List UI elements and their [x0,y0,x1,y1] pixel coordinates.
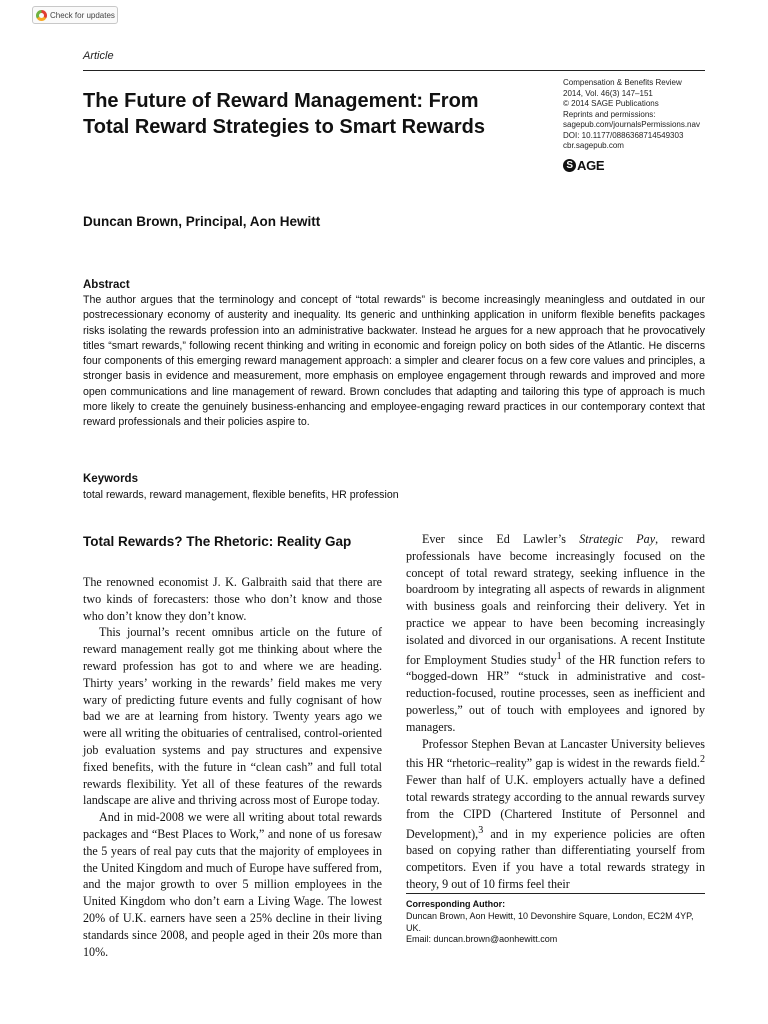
check-for-updates-button[interactable] [32,6,118,24]
section-heading: Total Rewards? The Rhetoric: Reality Gap [83,534,352,549]
journal-info [563,78,733,152]
journal-permissions-link[interactable]: sagepub.com/journalsPermissions.nav [563,120,700,129]
header-divider [83,70,705,71]
corresponding-author-heading: Corresponding Author: [406,899,506,909]
footnote-ref[interactable]: 3 [478,824,484,836]
sage-s-mark-icon: S [563,159,576,172]
body-paragraph: The renowned economist J. K. Galbraith said that there are two kinds of forecasters: those who don’t know and those who don’t know they don’t know. [83,575,382,623]
text-run: , reward professionals have become increasingly focused on the concept of total reward strategy, seeking influence in the boardroom by integrating all aspects of rewards in alignment with business goals and reinforcing their delivery. Yet in practice we appear to have been becoming increasingly isolated and divorced in our organisations. A recent Institute for Employment Studies study [406,532,705,667]
journal-doi[interactable]: DOI: 10.1177/0886368714549303 [563,130,684,140]
article-title: The Future of Reward Management: From Total Reward Strategies to Smart Rewards [83,90,485,138]
journal-reprints: Reprints and permissions: [563,109,656,119]
text-run: and in my experience policies are often based on copying rather than differentiating yourself from competitors. Even if you have a total rewards strategy in theory, 9 out of 10 firms feel their [406,826,705,892]
right-column [406,531,705,893]
corresponding-author-block [406,899,705,946]
footnote-ref[interactable]: 1 [556,650,562,662]
corresponding-author-email[interactable]: Email: duncan.brown@aonhewitt.com [406,934,558,945]
abstract-heading: Abstract [83,279,130,291]
body-paragraph [406,531,705,736]
journal-name: Compensation & Benefits Review [563,78,682,87]
text-run: Ever since Ed Lawler’s [422,532,580,546]
text-run: Fewer than half of U.K. employers actually have a defined total rewards strategy according to the annual rewards survey from the CIPD (Chartered Institute of Personnel and Development), [406,773,705,841]
body-paragraph: And in mid-2008 we were all writing about total rewards packages and “Best Places to Work,” and none of us foresaw the 5 years of real pay cuts that the majority of employees in the United Kingdom and much of Europe have suffered from, and the major growth to over 5 million employees in the United Kingdom who don’t earn a Living Wage. The lowest 20% of U.K. earners have seen a 25% decline in their living standards since 2008, and people aged in their 20s more than 10%. [83,810,382,959]
keywords-text: total rewards, reward management, flexible benefits, HR profession [83,489,399,501]
book-title: Strategic Pay [579,532,656,546]
crossmark-icon [36,10,47,21]
sage-logo-text: AGE [577,158,605,173]
text-run: Professor Stephen Bevan at Lancaster University believes this HR “rhetoric–reality” gap is widest in the rewards field. [406,736,705,771]
author-line: Duncan Brown, Principal, Aon Hewitt [83,214,321,229]
sage-logo [563,158,604,173]
left-column [83,574,382,960]
body-paragraph: This journal’s recent omnibus article on the future of reward management really got me thinking about where the reward profession has got to and where we are heading. Thirty years’ working in the rewards’ field makes me very wary of predicting future events and fully cognisant of how bad we are at learning from history. Twenty years ago we were all writing the obituaries of centralised, control-oriented job evaluation systems and pay structures and expensive fixed benefits, with the future in “clean cash” and full total rewards flexibility. Yet all of these features of the rewards landscape are alive and thriving across most of Europe today. [83,625,382,808]
article-type-label: Article [83,50,114,62]
journal-website[interactable]: cbr.sagepub.com [563,141,624,150]
corresponding-author-address: Duncan Brown, Aon Hewitt, 10 Devonshire Square, London, EC2M 4YP, UK. [406,910,694,933]
abstract-text: The author argues that the terminology and concept of “total rewards” is become increasingly meaningless and outdated in our postrecessionary economy of austerity and inequality. Its generic and unthinking application in uniform flexible benefits packages risks isolating the rewards profession into an administrative backwater. Instead he argues for a new approach that he provocatively titles “smart rewards,” following recent thinking and writing in economic and foreign policy on both sides of the Atlantic. He discerns four components of this emerging reward management approach: a simpler and clearer focus on a few core values and principles, a stronger basis in evidence and measurement, more emphasis on employee engagement through rewards and improved and more open communications and line management of reward. Brown concludes that adapting and tailoring this type of approach is much more likely to create the genuinely business-enhancing and employee-engaging reward practices in our contemporary context that reward professionals and their policies aspire to. [83,294,705,429]
journal-volume: 2014, Vol. 46(3) 147–151 [563,88,653,98]
keywords-heading: Keywords [83,473,138,485]
check-for-updates-label: Check for updates [50,10,115,20]
corresponding-author-divider [406,893,705,894]
journal-copyright: © 2014 SAGE Publications [563,99,659,108]
text-run: of the HR function refers to “bogged-down HR” “stuck in administrative and cost-reduction-focused, routine processes, seen as inefficient and powerless,” out of touch with employees and ignored by managers. [406,652,705,734]
body-paragraph [406,736,705,893]
footnote-ref[interactable]: 2 [699,754,705,766]
